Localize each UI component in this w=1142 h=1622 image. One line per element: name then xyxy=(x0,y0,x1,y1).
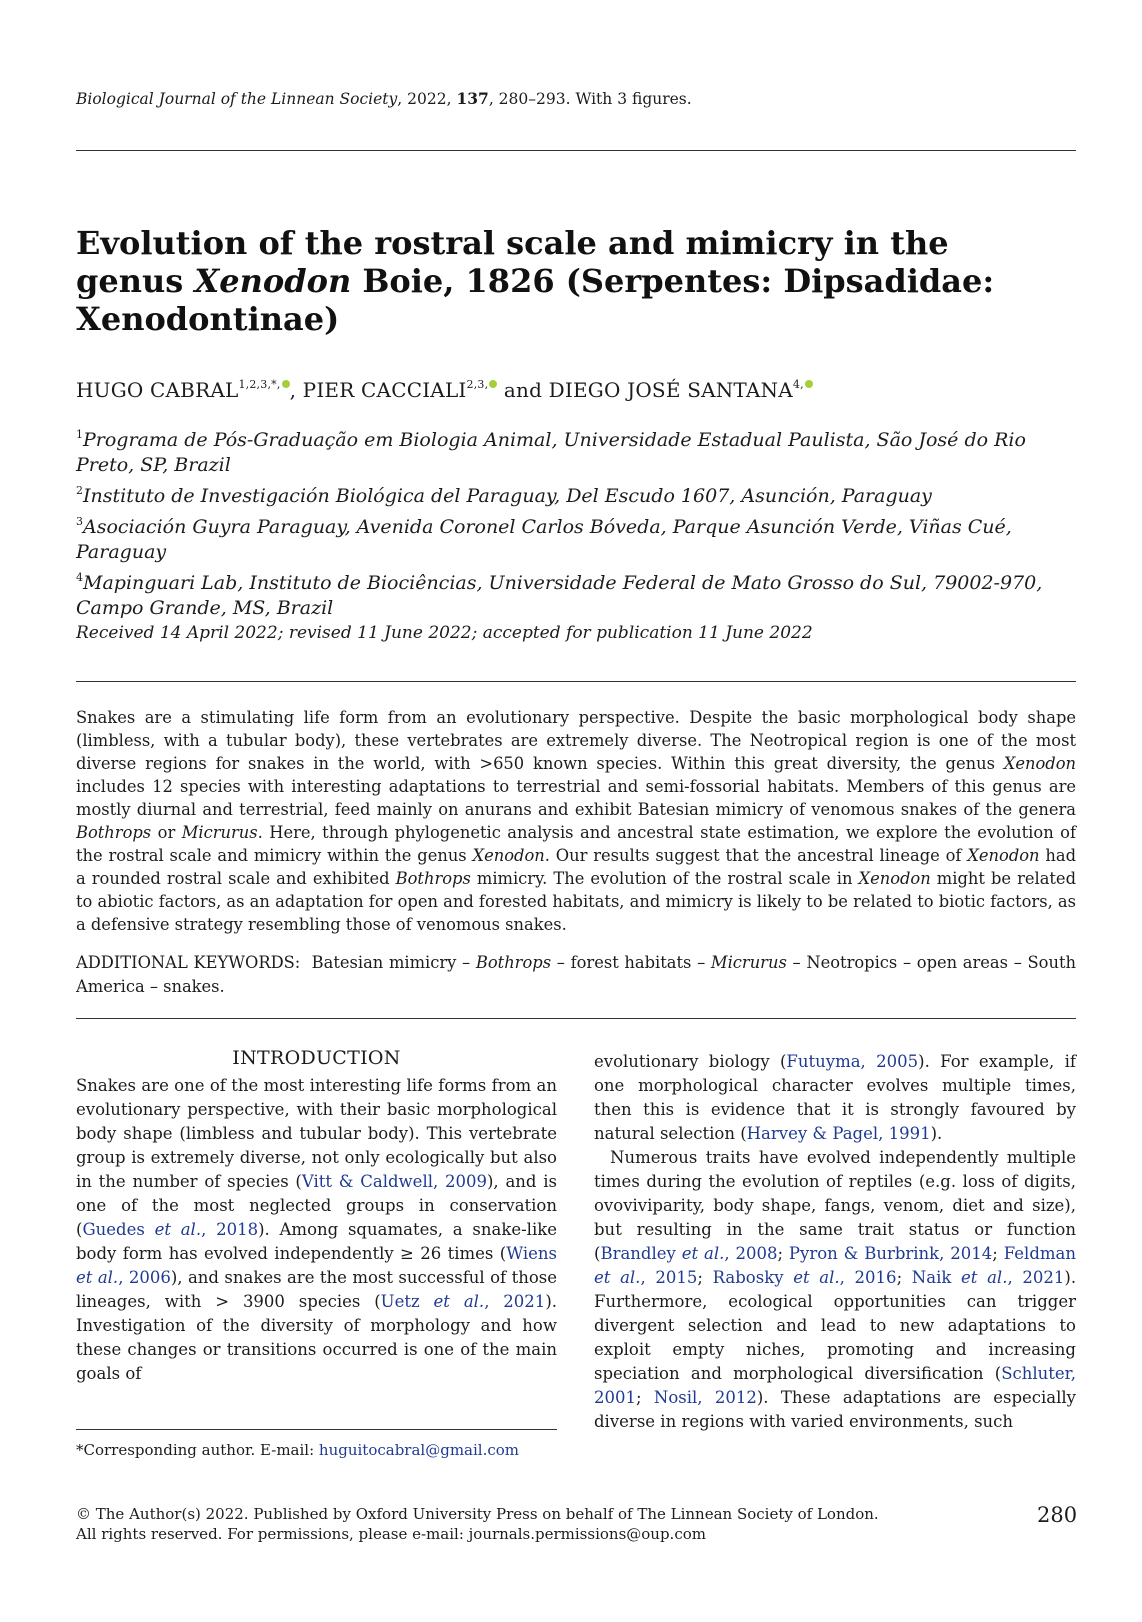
citation-link[interactable]: Feldman et al., 2015 xyxy=(594,1244,1076,1287)
orcid-icon[interactable] xyxy=(805,380,813,388)
journal-year: , 2022, xyxy=(397,90,457,108)
body-paragraph: Numerous traits have evolved independently multiple times during the evolution of reptiles (e.g. loss of digits, ovoviviparity, body shape, fangs, venom, diet and size), but resulting in the same trait status or function (Brandley et al., 2008; Pyron & Burbrink, 2014; Feldman et al., 2015; Rabosky et al., 2016; Naik et al., 2021). Furthermore, ecological opportunities can trigger divergent selection and lead to new adaptations to exploit empty niches, promoting and increasing speciation and morphological diversification (Schluter, 2001; Nosil, 2012). These adaptations are especially diverse in regions with varied environments, such xyxy=(594,1148,1077,1431)
header-divider xyxy=(76,150,1076,151)
body-column-right xyxy=(594,1050,1076,1434)
author-name: , PIER CACCIALI xyxy=(289,378,467,402)
abstract-bottom-divider xyxy=(76,1018,1076,1019)
affiliations xyxy=(76,422,1086,621)
body-column-left xyxy=(76,1074,557,1386)
citation-link[interactable]: Wiens et al., 2006 xyxy=(76,1244,557,1287)
citation-link[interactable]: Harvey & Pagel, 1991 xyxy=(746,1124,931,1143)
author-name: HUGO CABRAL xyxy=(76,378,239,402)
journal-name: Biological Journal of the Linnean Society xyxy=(76,90,398,108)
citation-link[interactable]: Guedes et al., 2018 xyxy=(82,1220,259,1239)
citation-link[interactable]: Nosil, 2012 xyxy=(653,1388,757,1407)
body-paragraph: evolutionary biology (Futuyma, 2005). For example, if one morphological character evolves multiple times, then this is evidence that it is strongly favoured by natural selection (Harvey & Pagel, 1991). xyxy=(594,1052,1076,1143)
article-title: Evolution of the rostral scale and mimicry in the genus Xenodon Boie, 1826 (Serpentes: Dipsadidae: Xenodontinae) xyxy=(76,224,995,338)
citation-link[interactable]: Vitt & Caldwell, 2009 xyxy=(301,1172,487,1191)
copyright-notice: © The Author(s) 2022. Published by Oxford University Press on behalf of The Linnean Society of London. All rights reserved. For permissions, please e-mail: journals.permissions@oup.com xyxy=(76,1505,879,1543)
body-paragraph: Snakes are one of the most interesting life forms from an evolutionary perspective, with their basic morphological body shape (limbless and tubular body). This vertebrate group is extremely diverse, not only ecologically but also in the number of species (Vitt & Caldwell, 2009), and is one of the most neglected groups in conservation (Guedes et al., 2018). Among squamates, a snake-like body form has evolved independently ≥ 26 times (Wiens et al., 2006), and snakes are the most successful of those lineages, with > 3900 species (Uetz et al., 2021). Investigation of the diversity of morphology and how these changes or transitions occurred is one of the main goals of xyxy=(76,1076,558,1383)
journal-pages: , 280–293. With 3 figures. xyxy=(488,90,692,108)
footnote-divider xyxy=(76,1429,557,1430)
corresponding-author-footnote: *Corresponding author. E-mail: huguitocabral@gmail.com xyxy=(76,1441,520,1459)
author-affiliation-sup: 1,2,3,*, xyxy=(238,378,281,391)
author-affiliation-sup: 2,3, xyxy=(466,378,489,391)
affiliation-item: $^4$Mapinguari Lab, Instituto de Biociências, Universidade Federal de Mato Grosso do Sul, 79002-970, Campo Grande, MS, Brazil xyxy=(76,571,1043,619)
title-genus: Xenodon xyxy=(194,262,352,300)
citation-link[interactable]: Brandley et al., 2008 xyxy=(600,1244,778,1263)
affiliation-item: $^2$Instituto de Investigación Biológica del Paraguay, Del Escudo 1607, Asunción, Paraguay xyxy=(76,484,932,507)
section-heading-introduction: INTRODUCTION xyxy=(232,1047,401,1069)
citation-link[interactable]: Rabosky et al., 2016 xyxy=(712,1268,897,1287)
abstract-top-divider xyxy=(76,681,1076,682)
page-number: 280 xyxy=(1037,1503,1078,1527)
author-affiliation-sup: 4, xyxy=(792,378,804,391)
citation-link[interactable]: Naik et al., 2021 xyxy=(911,1268,1065,1287)
journal-header xyxy=(76,89,692,108)
author-name: and DIEGO JOSÉ SANTANA xyxy=(497,378,793,402)
author-email-link[interactable]: huguitocabral@gmail.com xyxy=(318,1441,520,1459)
keywords: ADDITIONAL KEYWORDS: Batesian mimicry – Bothrops – forest habitats – Micrurus – Neotropics – open areas – South America – snakes. xyxy=(76,953,1076,996)
citation-link[interactable]: Schluter, 2001 xyxy=(594,1364,1076,1407)
citation-link[interactable]: Uetz et al., 2021 xyxy=(380,1292,546,1311)
abstract: Snakes are a stimulating life form from an evolutionary perspective. Despite the basic morphological body shape (limbless, with a tubular body), these vertebrates are extremely diverse. The Neotropical region is one of the most diverse regions for snakes in the world, with >650 known species. Within this great diversity, the genus Xenodon includes 12 species with interesting adaptations to terrestrial and semi-fossorial habitats. Members of this genus are mostly diurnal and terrestrial, feed mainly on anurans and exhibit Batesian mimicry of venomous snakes of the genera Bothrops or Micrurus. Here, through phylogenetic analysis and ancestral state estimation, we explore the evolution of the rostral scale and mimicry within the genus Xenodon. Our results suggest that the ancestral lineage of Xenodon had a rounded rostral scale and exhibited Bothrops mimicry. The evolution of the rostral scale in Xenodon might be related to abiotic factors, as an adaptation for open and forested habitats, and mimicry is likely to be related to biotic factors, as a defensive strategy resembling those of venomous snakes. xyxy=(76,708,1077,934)
author-list xyxy=(76,378,813,402)
citation-link[interactable]: Futuyma, 2005 xyxy=(786,1052,919,1071)
affiliation-item: $^1$Programa de Pós-Graduação em Biologia Animal, Universidade Estadual Paulista, São José do Rio Preto, SP, Brazil xyxy=(76,428,1026,476)
citation-link[interactable]: Pyron & Burbrink, 2014 xyxy=(788,1244,993,1263)
keywords-label: ADDITIONAL KEYWORDS: xyxy=(76,953,301,972)
journal-volume: 137 xyxy=(456,89,489,108)
submission-dates: Received 14 April 2022; revised 11 June 2022; accepted for publication 11 June 2022 xyxy=(76,623,813,643)
affiliation-item: $^3$Asociación Guyra Paraguay, Avenida Coronel Carlos Bóveda, Parque Asunción Verde, Viñas Cué, Paraguay xyxy=(76,515,1012,563)
orcid-icon[interactable] xyxy=(282,380,290,388)
